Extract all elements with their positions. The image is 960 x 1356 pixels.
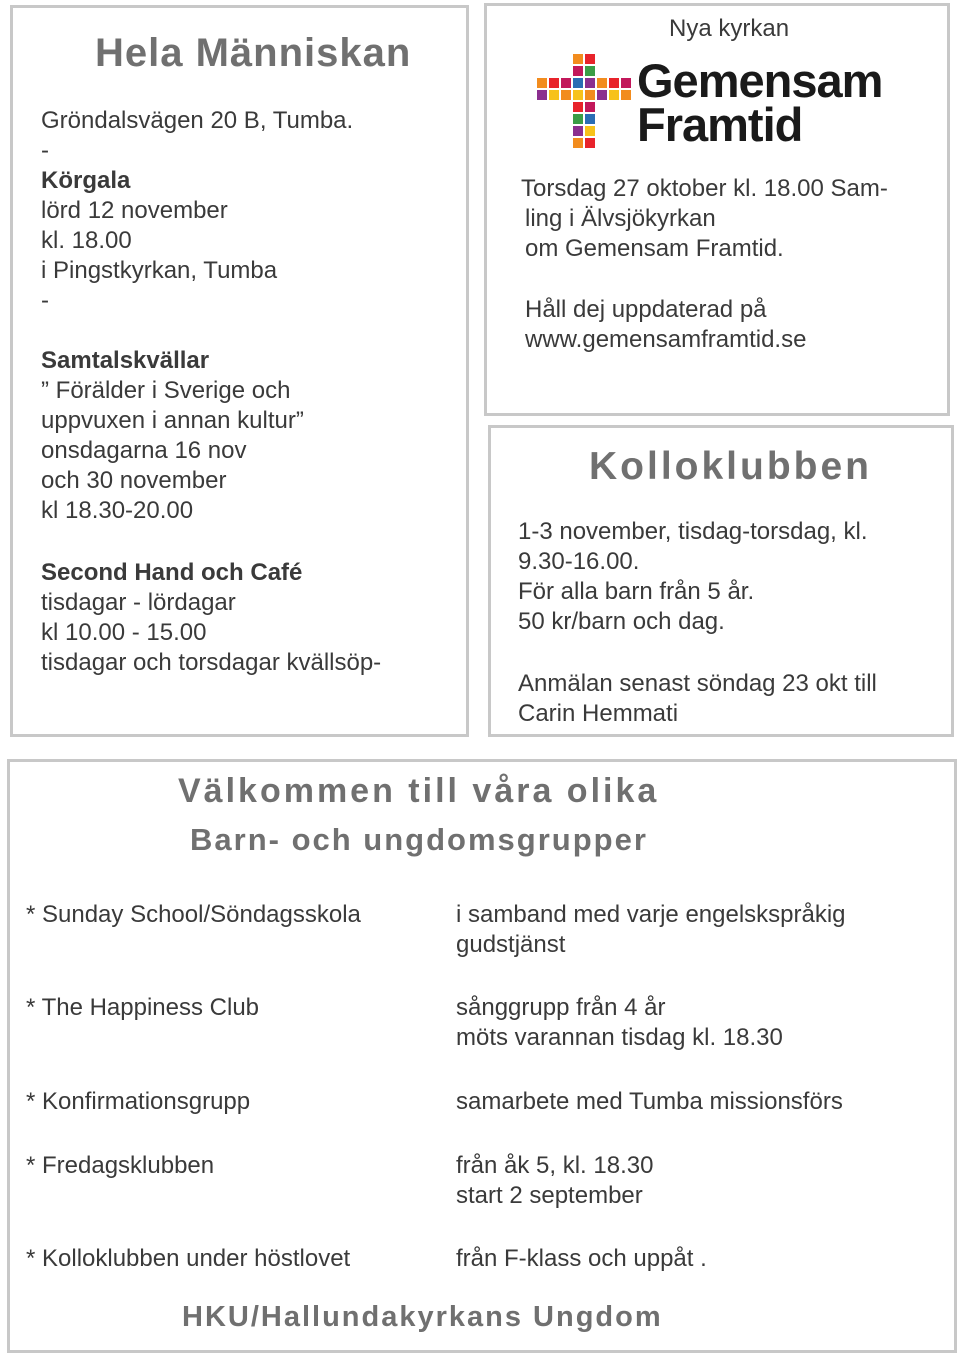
cross-tile — [573, 114, 583, 124]
samtal-line: och 30 november — [41, 467, 227, 494]
cross-tile — [621, 78, 631, 88]
nya-line: ling i Älvsjökyrkan — [525, 205, 716, 232]
kollo-line: 50 kr/barn och dag. — [518, 608, 725, 635]
second-hand-line: tisdagar - lördagar — [41, 589, 236, 616]
logo-word-framtid: Framtid — [637, 98, 803, 151]
nya-kyrkan-kicker: Nya kyrkan — [669, 15, 790, 42]
hela-dash-1: - — [41, 137, 49, 164]
group-name: * Sunday School/Söndagsskola — [26, 901, 361, 928]
korgala-date: lörd 12 november — [41, 197, 228, 224]
cross-tile — [585, 78, 595, 88]
cross-tile — [621, 90, 631, 100]
logo-word-gemensam: Gemensam — [637, 54, 883, 107]
cross-tile — [585, 66, 595, 76]
samtal-line: onsdagarna 16 nov — [41, 437, 247, 464]
hela-address: Gröndalsvägen 20 B, Tumba. — [41, 107, 354, 134]
cross-tile — [585, 114, 595, 124]
group-desc: gudstjänst — [456, 931, 566, 958]
samtal-title: Samtalskvällar — [41, 347, 210, 374]
barn-ungdom-box — [7, 759, 957, 1353]
hku-footer: HKU/Hallundakyrkans Ungdom — [182, 1301, 663, 1333]
nya-line: om Gemensam Framtid. — [525, 235, 784, 262]
cross-tile — [585, 126, 595, 136]
kollo-line: 9.30-16.00. — [518, 548, 640, 575]
cross-tile — [585, 138, 595, 148]
korgala-title: Körgala — [41, 167, 131, 194]
nya-line: Torsdag 27 oktober kl. 18.00 Sam- — [521, 175, 888, 202]
hela-manniskan-box — [10, 5, 469, 737]
cross-tile — [573, 102, 583, 112]
cross-tile — [561, 90, 571, 100]
samtal-line: uppvuxen i annan kultur” — [41, 407, 304, 434]
cross-tile — [549, 90, 559, 100]
nya-kyrkan-box — [484, 3, 950, 416]
cross-tile — [537, 90, 547, 100]
cross-tile — [549, 78, 559, 88]
cross-tile — [585, 102, 595, 112]
group-desc: från F-klass och uppåt . — [456, 1245, 707, 1272]
cross-tile — [585, 90, 595, 100]
cross-tile — [573, 126, 583, 136]
kolloklubben-box — [488, 425, 954, 737]
kollo-line: Anmälan senast söndag 23 okt till — [518, 670, 877, 697]
group-desc: från åk 5, kl. 18.30 — [456, 1152, 654, 1179]
barn-title-1: Välkommen till våra olika — [178, 772, 660, 810]
hela-dash-2: - — [41, 287, 49, 314]
cross-tile — [573, 54, 583, 64]
hela-title: Hela Människan — [95, 31, 412, 75]
cross-tile — [585, 54, 595, 64]
group-desc: sånggrupp från 4 år — [456, 994, 666, 1021]
cross-tile — [561, 78, 571, 88]
group-name: * Kolloklubben under höstlovet — [26, 1245, 351, 1272]
cross-tile — [573, 138, 583, 148]
cross-tile — [597, 78, 607, 88]
cross-tile — [573, 66, 583, 76]
cross-tile — [573, 90, 583, 100]
korgala-place: i Pingstkyrkan, Tumba — [41, 257, 278, 284]
group-desc: samarbete med Tumba missionsförs — [456, 1088, 843, 1115]
samtal-line: kl 18.30-20.00 — [41, 497, 194, 524]
group-desc: möts varannan tisdag kl. 18.30 — [456, 1024, 783, 1051]
second-hand-line: kl 10.00 - 15.00 — [41, 619, 207, 646]
kolloklubben-title: Kolloklubben — [589, 445, 872, 488]
cross-tile — [573, 78, 583, 88]
second-hand-line: tisdagar och torsdagar kvällsöp- — [41, 649, 382, 676]
cross-tile — [537, 78, 547, 88]
gemensam-framtid-logo — [537, 50, 917, 154]
nya-line: Håll dej uppdaterad på — [525, 296, 767, 323]
group-desc: i samband med varje engelskspråkig — [456, 901, 846, 928]
kollo-line: Carin Hemmati — [518, 700, 679, 727]
second-hand-title: Second Hand och Café — [41, 559, 303, 586]
cross-tile — [609, 78, 619, 88]
nya-website: www.gemensamframtid.se — [525, 326, 807, 353]
barn-title-2: Barn- och ungdomsgrupper — [190, 822, 648, 857]
kollo-line: 1-3 november, tisdag-torsdag, kl. — [518, 518, 868, 545]
group-name: * Konfirmationsgrupp — [26, 1088, 251, 1115]
samtal-line: ” Förälder i Sverige och — [41, 377, 291, 404]
cross-tile — [609, 90, 619, 100]
cross-tile — [597, 90, 607, 100]
cross-icon — [537, 54, 633, 150]
korgala-time: kl. 18.00 — [41, 227, 132, 254]
group-name: * Fredagsklubben — [26, 1152, 215, 1179]
group-desc: start 2 september — [456, 1182, 643, 1209]
kollo-line: För alla barn från 5 år. — [518, 578, 755, 605]
group-name: * The Happiness Club — [26, 994, 260, 1021]
